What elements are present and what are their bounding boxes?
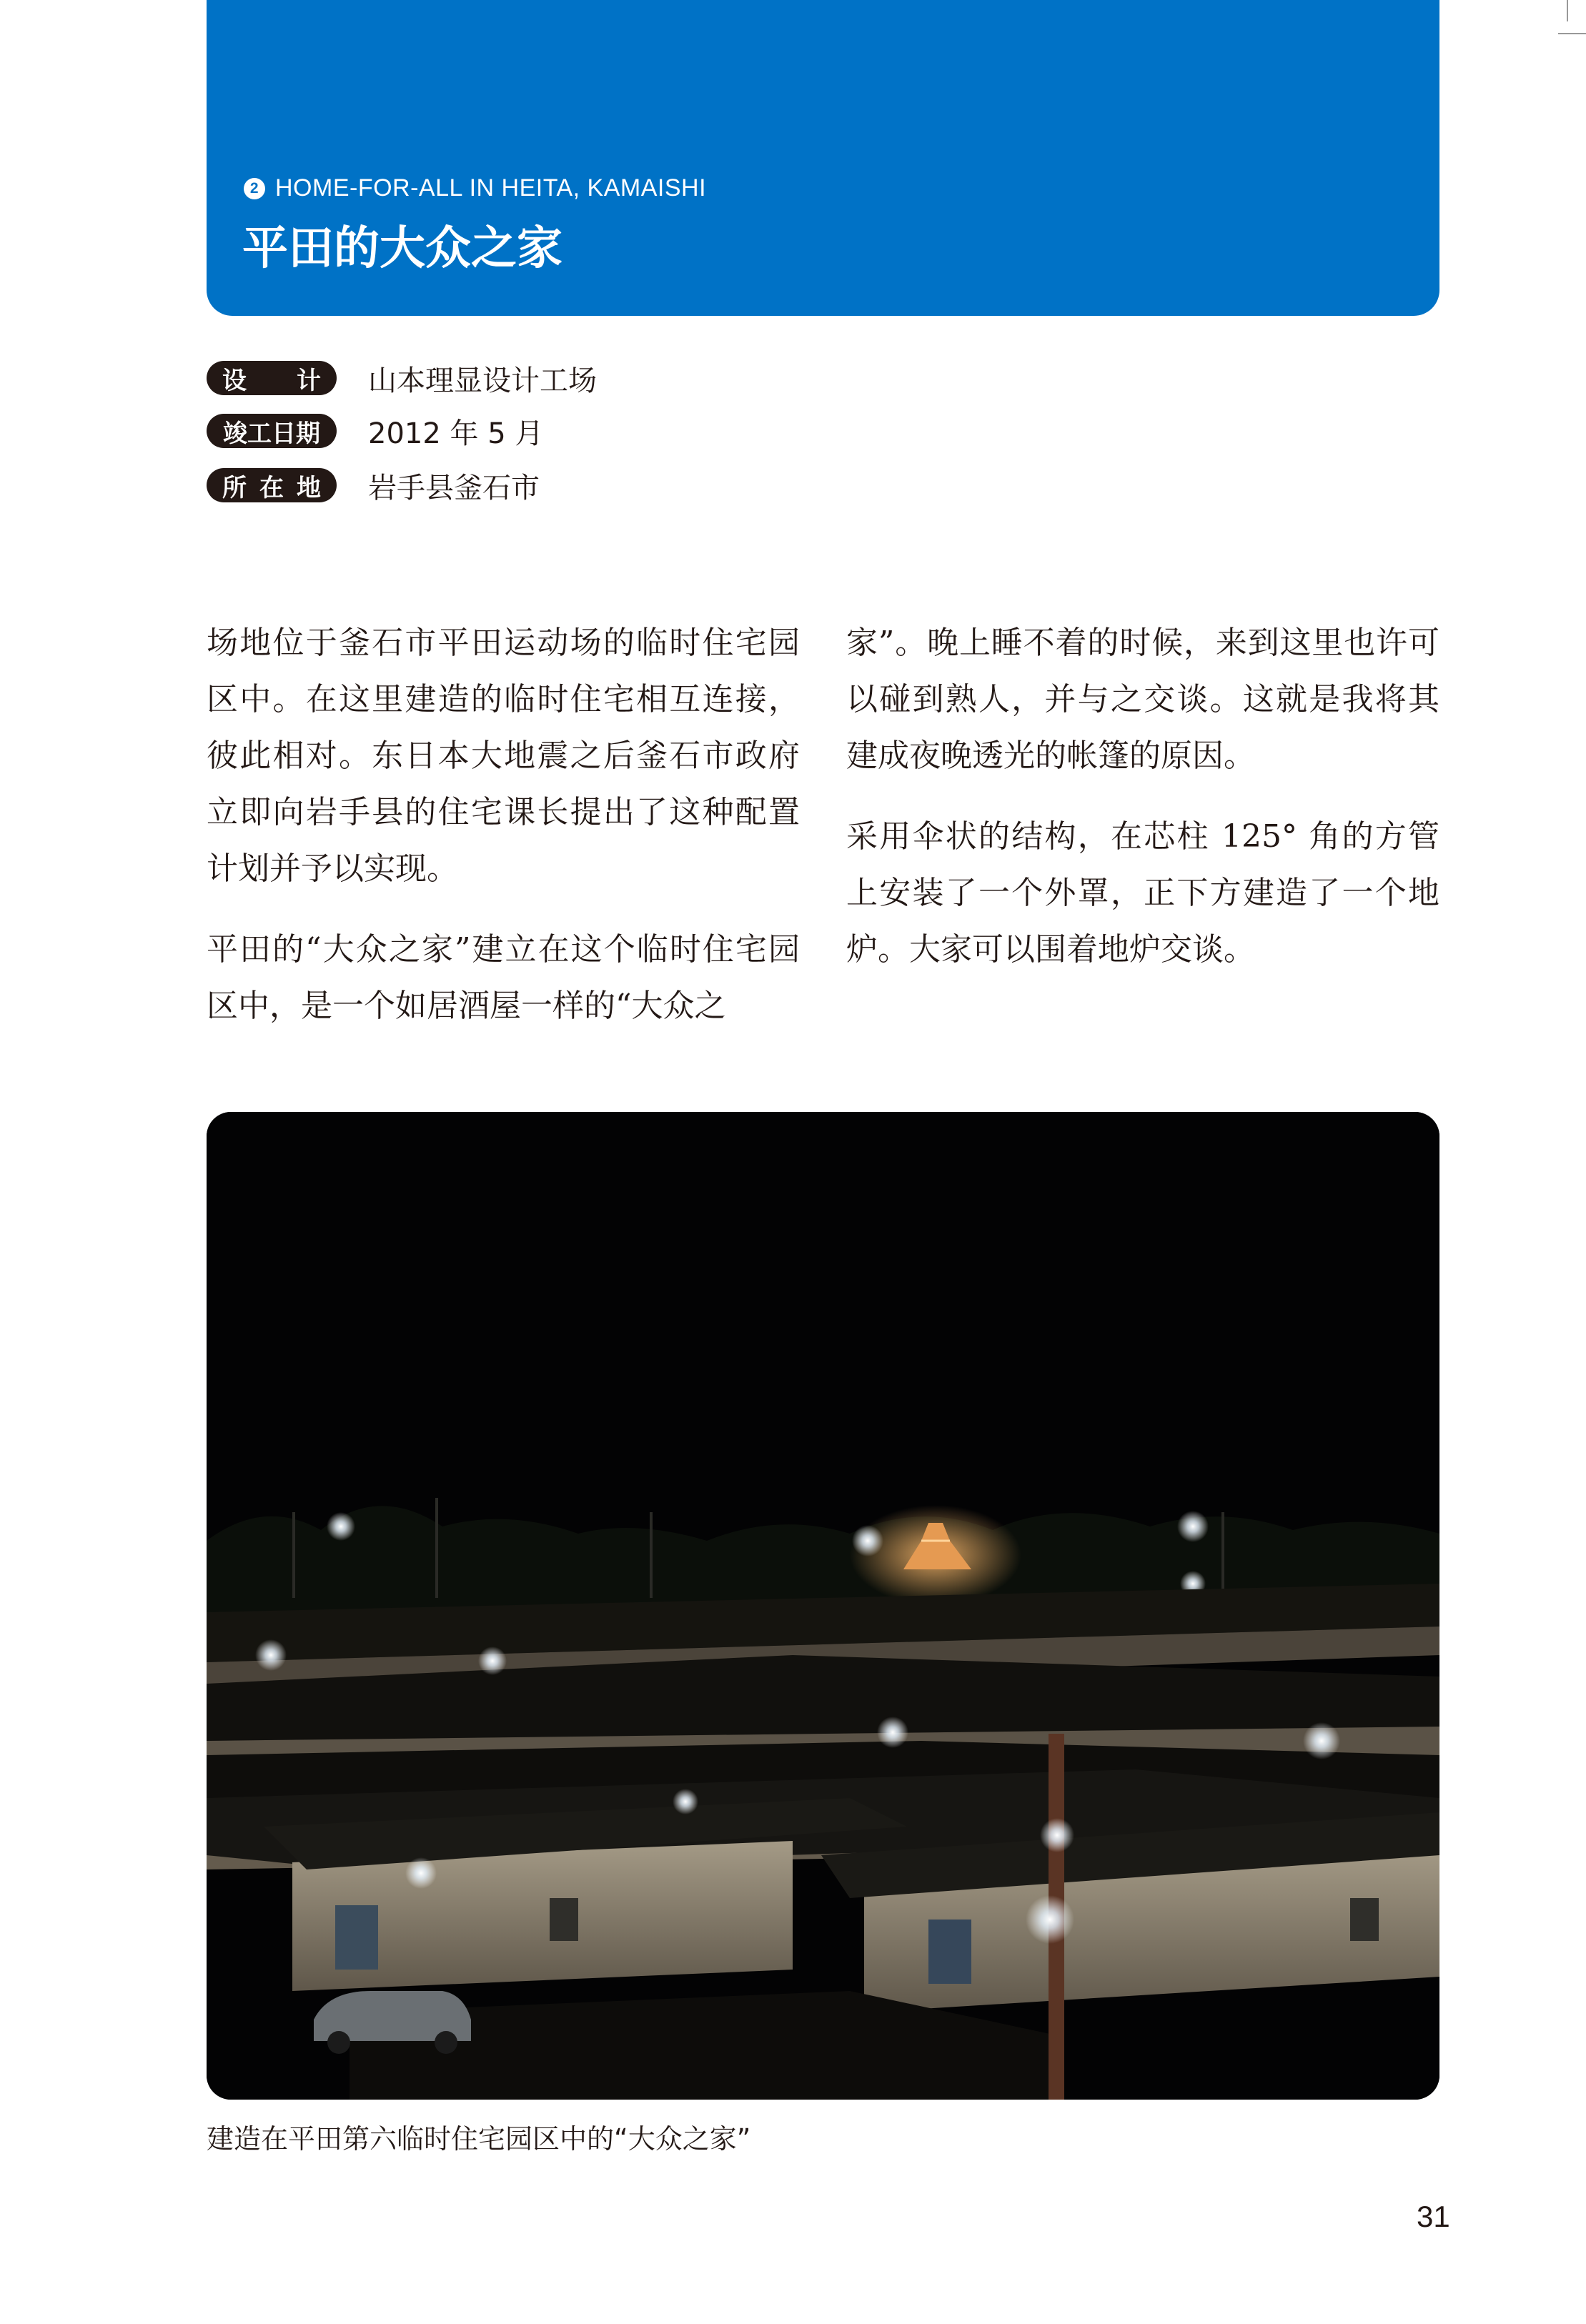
night-photo — [207, 1112, 1439, 2100]
meta-design-label-b: 计 — [297, 366, 321, 395]
body-paragraph: 场地位于釜石市平田运动场的临时住宅园区中。在这里建造的临时住宅相互连接，彼此相对。东日本大地震之后釜石市政府立即向岩手县的住宅课长提出了这种配置计划并予以实现。 — [207, 625, 800, 887]
body-paragraph: 采用伞状的结构，在芯柱 125° 角的方管上安装了一个外罩，正下方建造了一个地炉。大家可以围着地炉交谈。 — [846, 818, 1439, 968]
section-header — [207, 0, 1439, 316]
page-title: 平田的大众之家 — [242, 222, 562, 275]
meta-date-row — [207, 412, 543, 450]
page-number: 31 — [1417, 2200, 1450, 2233]
meta-design-label-a: 设 — [222, 366, 247, 395]
meta-date-value: 2012 年 5 月 — [368, 417, 544, 450]
photo-caption: 建造在平田第六临时住宅园区中的“大众之家” — [207, 2123, 751, 2155]
section-number-badge: 2 — [244, 178, 265, 199]
crop-mark-top-right — [1567, 0, 1568, 21]
body-column-left — [207, 615, 800, 1058]
night-photo-illustration — [207, 1112, 1439, 2100]
meta-location-label-a: 所 — [222, 473, 247, 502]
meta-date-label: 竣工日期 — [207, 414, 337, 448]
meta-location-label-c: 地 — [297, 473, 321, 502]
body-paragraph: 平田的“大众之家”建立在这个临时住宅园区中，是一个如居酒屋一样的“大众之 — [207, 931, 800, 1024]
meta-location-label-b: 在 — [259, 473, 284, 502]
section-subtitle — [244, 174, 706, 202]
meta-design-value: 山本理显设计工场 — [368, 364, 597, 397]
meta-design-label — [207, 361, 337, 395]
meta-design-row — [207, 359, 597, 397]
meta-location-label — [207, 468, 337, 502]
section-subtitle-text: HOME-FOR-ALL IN HEITA, KAMAISHI — [275, 174, 707, 202]
meta-location-value: 岩手县釜石市 — [368, 471, 540, 505]
body-column-right — [846, 615, 1439, 1002]
meta-location-row — [207, 466, 540, 505]
body-paragraph: 家”。晚上睡不着的时候，来到这里也许可以碰到熟人，并与之交谈。这就是我将其建成夜晚透光的帐篷的原因。 — [846, 625, 1439, 774]
crop-mark-top-right-h — [1558, 33, 1586, 34]
